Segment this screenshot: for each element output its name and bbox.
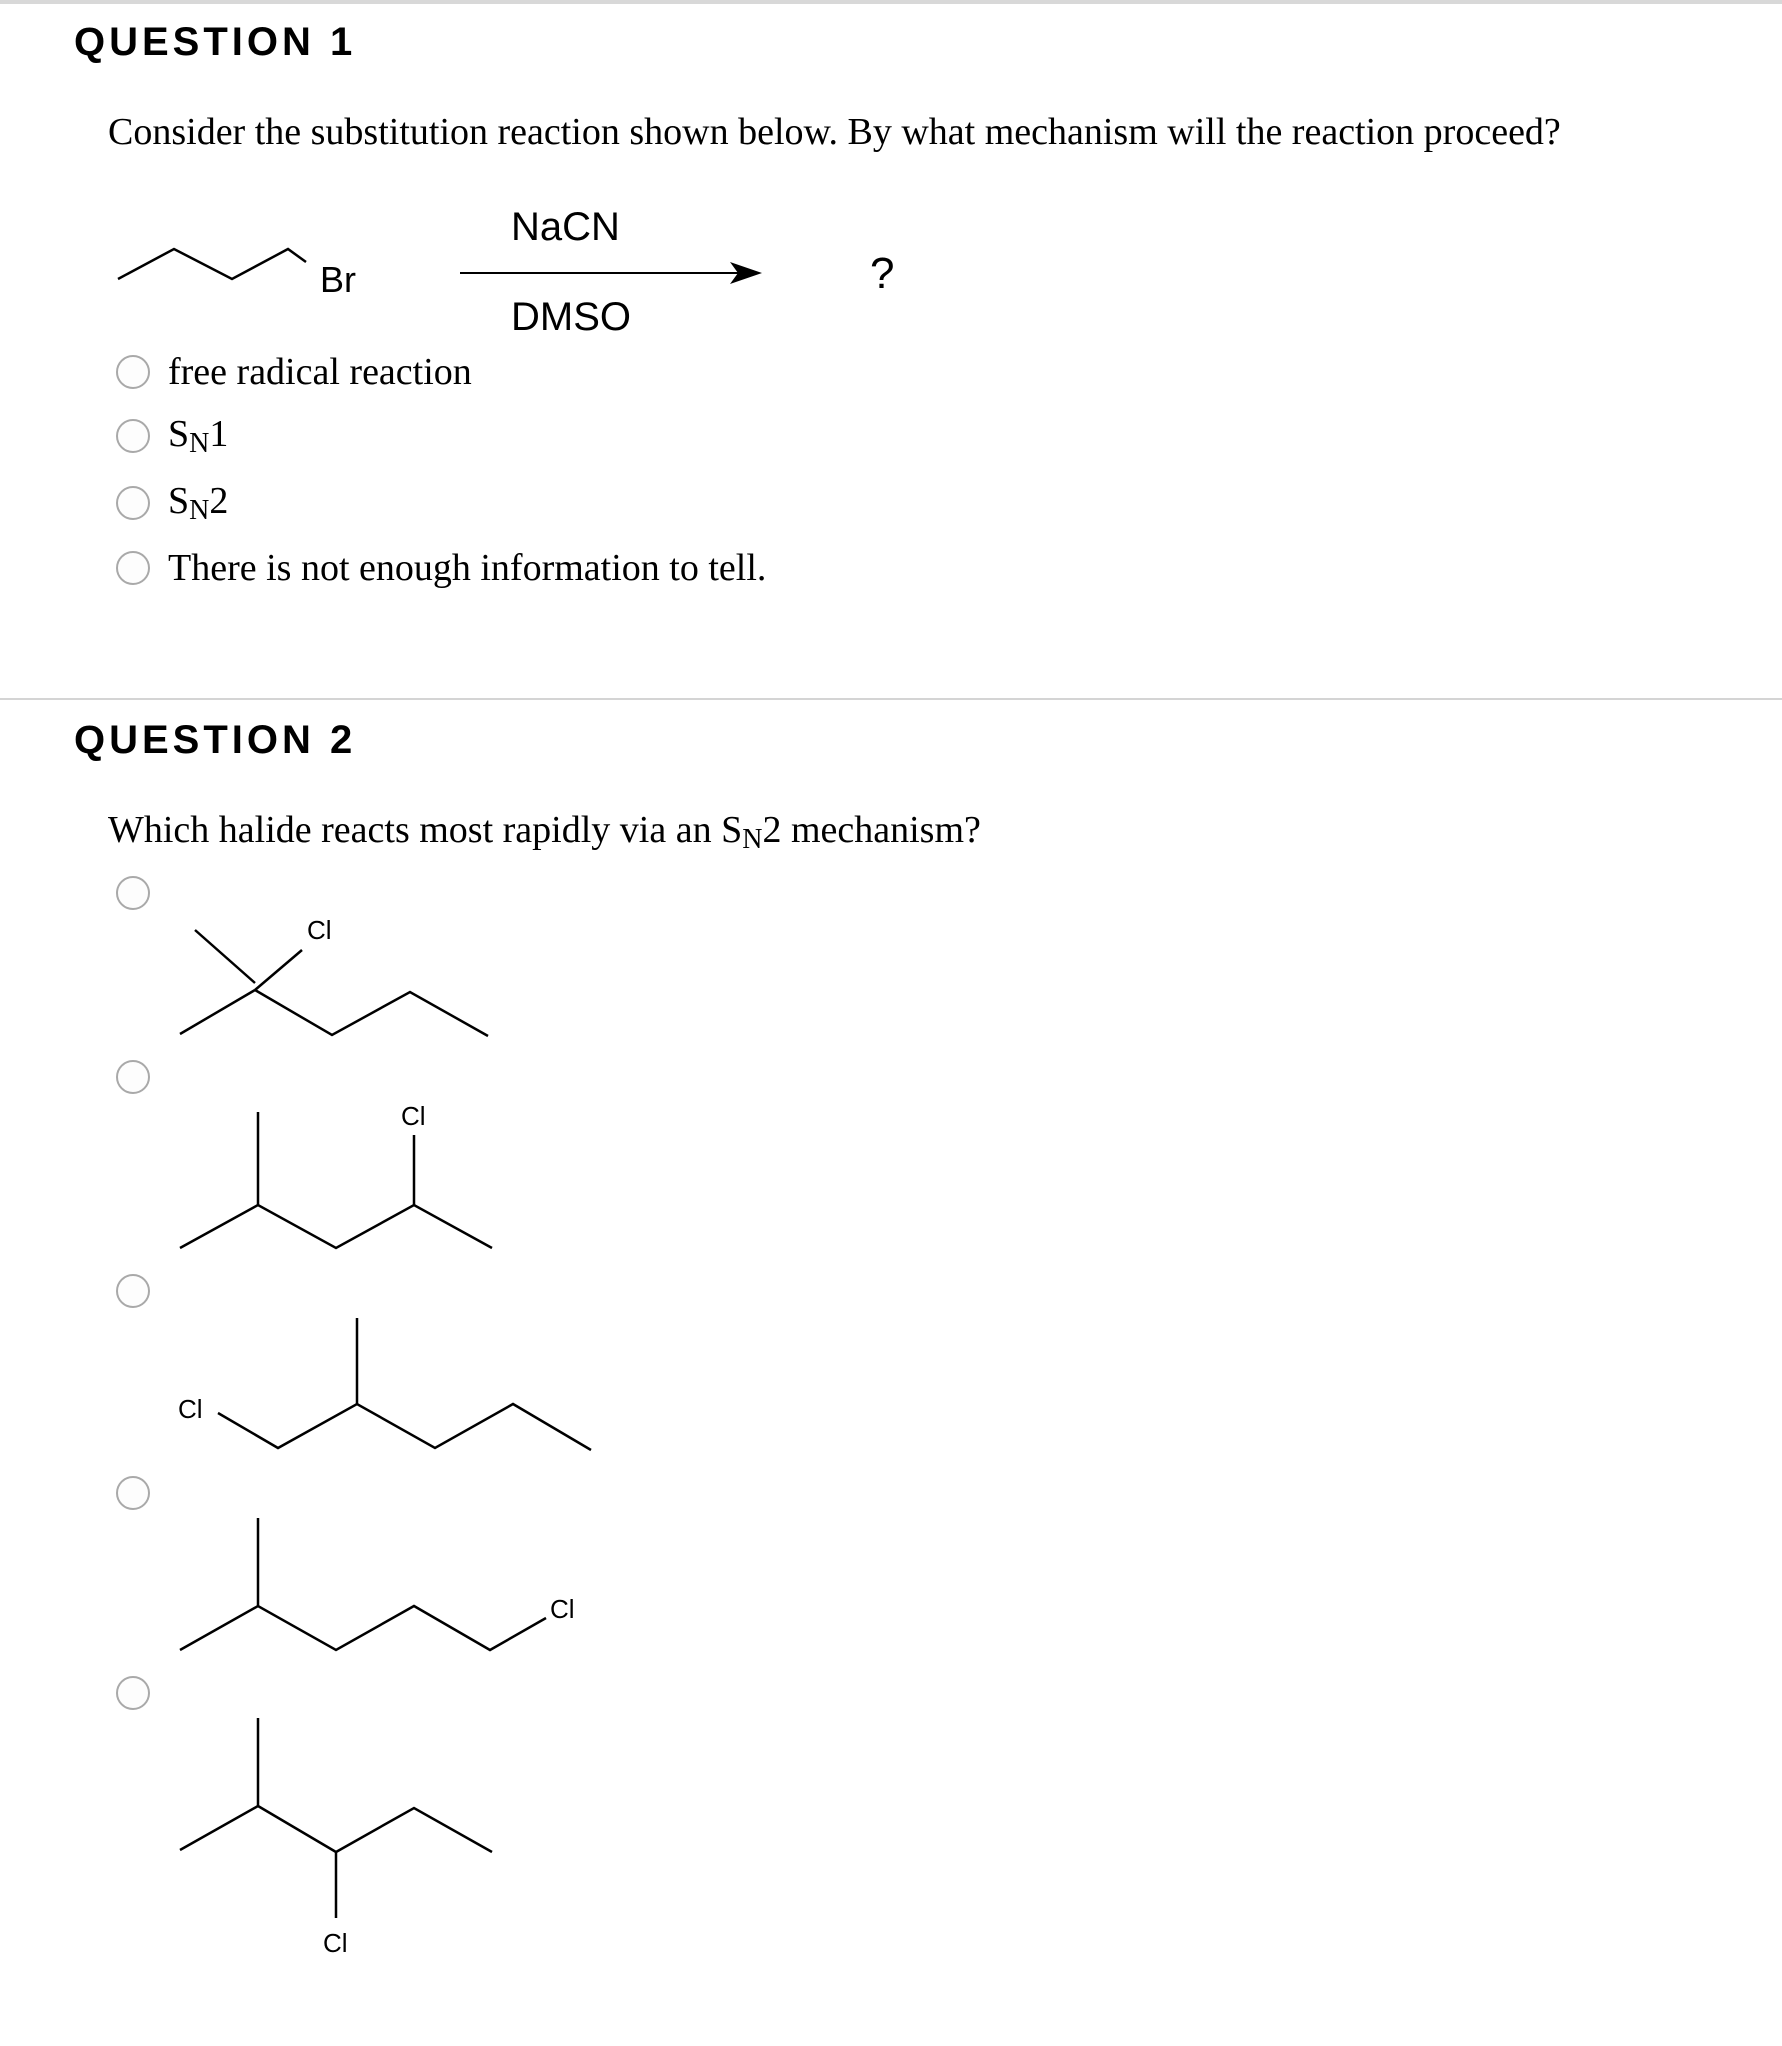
q1-radio-3[interactable] [116,486,150,520]
q1-option-label: free radical reaction [168,351,472,393]
q1-option-sn1[interactable] [116,412,228,460]
q2-radio-a[interactable] [116,876,150,910]
question-divider [0,698,1782,700]
bromobutane-skeleton [118,249,306,279]
structure-c-chlorine-label: Cl [178,1394,203,1424]
question-1-title: QUESTION 1 [74,20,357,64]
sn-subscript: N [189,428,210,459]
question-1-prompt: Consider the substitution reaction shown below. By what mechanism will the reaction proceed? [108,111,1561,153]
q1-option-label [168,479,228,527]
q1-radio-4[interactable] [116,551,150,585]
q1-option-sn2[interactable] [116,479,228,527]
q1-option-free-radical[interactable] [116,350,472,394]
q2-radio-d[interactable] [116,1476,150,1510]
structure-b-chlorine-label: Cl [401,1101,426,1131]
structure-e-chlorine-label: Cl [323,1928,348,1958]
sn-main: S [168,413,190,455]
q2-radio-b[interactable] [116,1060,150,1094]
reagent-below: DMSO [511,295,631,339]
structure-c [178,1318,591,1450]
product-unknown: ? [870,249,895,298]
prompt-subscript: N [742,824,763,855]
sn-subscript: N [189,495,210,526]
structure-a [180,915,488,1036]
q1-option-label: There is not enough information to tell. [168,547,767,589]
structure-d [180,1518,575,1650]
prompt-part-2: 2 mechanism? [762,809,981,851]
question-2-prompt [108,808,981,856]
sn-number: 2 [209,480,229,522]
reagent-above: NaCN [511,205,620,249]
structure-b [180,1101,492,1248]
structure-a-chlorine-label: Cl [307,915,332,945]
q2-radio-c[interactable] [116,1274,150,1308]
structure-e [180,1718,492,1958]
q1-option-label [168,412,228,460]
q1-radio-2[interactable] [116,419,150,453]
q2-radio-e[interactable] [116,1676,150,1710]
q1-option-not-enough-info[interactable] [116,546,766,590]
structure-d-chlorine-label: Cl [550,1594,575,1624]
sn-number: 1 [209,413,229,455]
q1-radio-1[interactable] [116,355,150,389]
question-2-title: QUESTION 2 [74,718,357,762]
prompt-part-1: Which halide reacts most rapidly via an S [108,809,743,851]
bromine-label: Br [320,259,356,300]
sn-main: S [168,480,190,522]
